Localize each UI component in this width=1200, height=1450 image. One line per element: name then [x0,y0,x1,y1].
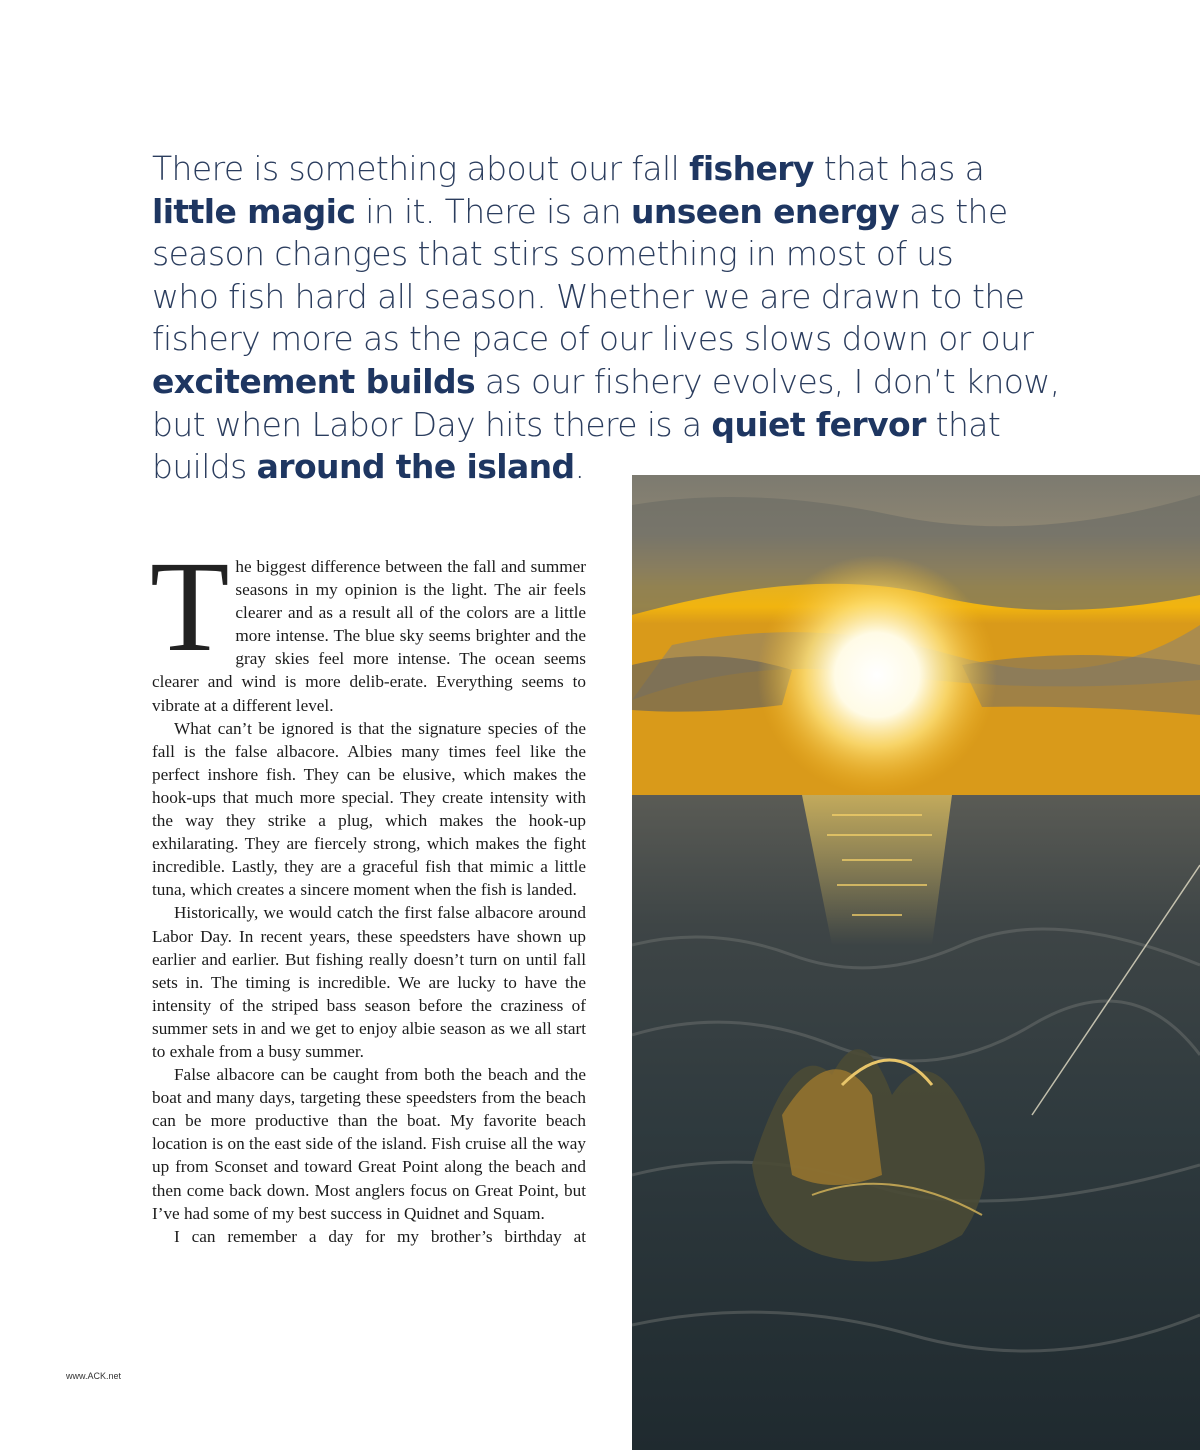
intro-line [152,318,1032,361]
article-body [150,535,586,1248]
intro-emphasis: unseen energy [630,191,900,231]
intro-text: that [925,404,1001,444]
intro-line [152,361,1060,404]
article-paragraph: What can’t be ignored is that the signature species of the fall is the false albacore. Albies many times feel like the perfect inshore fish. They can be elusive, which makes the hook-ups that much more special. They create intensity with the way they strike a plug, which makes the hook-up exhilarating. They are fiercely strong, which makes the fight incredible. Lastly, they are a graceful fish that mimic a little tuna, which creates a sincere moment when the fish is landed. [152,718,586,900]
intro-text: but when Labor Day hits there is a [152,404,712,444]
intro-text: as the [899,191,1008,231]
intro-text: builds [152,447,257,487]
intro-text: in it. There is an [355,191,631,231]
intro-text: as our fishery evolves, I don’t know, [475,361,1060,401]
first-paragraph-text: he biggest difference between the fall and summer seasons in my opinion is the light. The air feels clearer and as a result all of the colors are a little more intense. The blue sky seems brighter and the gray skies feel more intense. The ocean seems clearer and wind is more delib-erate. Everything seems to vibrate at a different level. [152,557,586,715]
article-paragraph-first [150,535,586,717]
intro-text: season changes that stirs something in most of us [152,234,954,274]
intro-emphasis: quiet fervor [711,404,926,444]
article-paragraph: Historically, we would catch the first false albacore around Labor Day. In recent years, these speedsters have shown up earlier and earlier. But fishing really doesn’t turn on until fall sets in. The timing is incredible. We are lucky to have the intensity of the striped bass season before the craziness of summer sets in and we get to enjoy albie season as we all start to exhale from a busy summer. [152,903,586,1061]
intro-emphasis: around the island [256,447,575,487]
intro-line [152,191,1032,234]
intro-emphasis: fishery [689,149,814,188]
intro-emphasis: little magic [152,191,356,231]
intro-text: who fish hard all season. Whether we are drawn to the [152,276,1025,316]
intro-text: that has a [813,149,985,188]
intro-line [152,233,1032,276]
intro-emphasis: excitement builds [152,361,476,401]
sunset-albie-photo [632,475,1200,1450]
intro-line [152,404,1032,447]
article-paragraph: False albacore can be caught from both the beach and the boat and many days, targeting these speedsters from the beach can be more productive than the boat. My favorite beach location is on the east side of the island. Fish cruise all the way up from Sconset and toward Great Point along the beach and then come back down. Most anglers focus on Great Point, but I’ve had some of my best success in Quidnet and Squam. [152,1065,586,1223]
footer-url: www.ACK.net [66,1371,122,1381]
drop-cap: T [150,535,230,679]
intro-text: There is something about our fall [152,149,690,188]
intro-line [152,148,1032,191]
intro-pull-quote [152,148,1060,489]
article-paragraph: I can remember a day for my brother’s birthday at [174,1226,586,1246]
intro-line [152,276,1032,319]
intro-text: fishery more as the pace of our lives slows down or our [152,319,1034,359]
intro-text: . [574,447,585,487]
